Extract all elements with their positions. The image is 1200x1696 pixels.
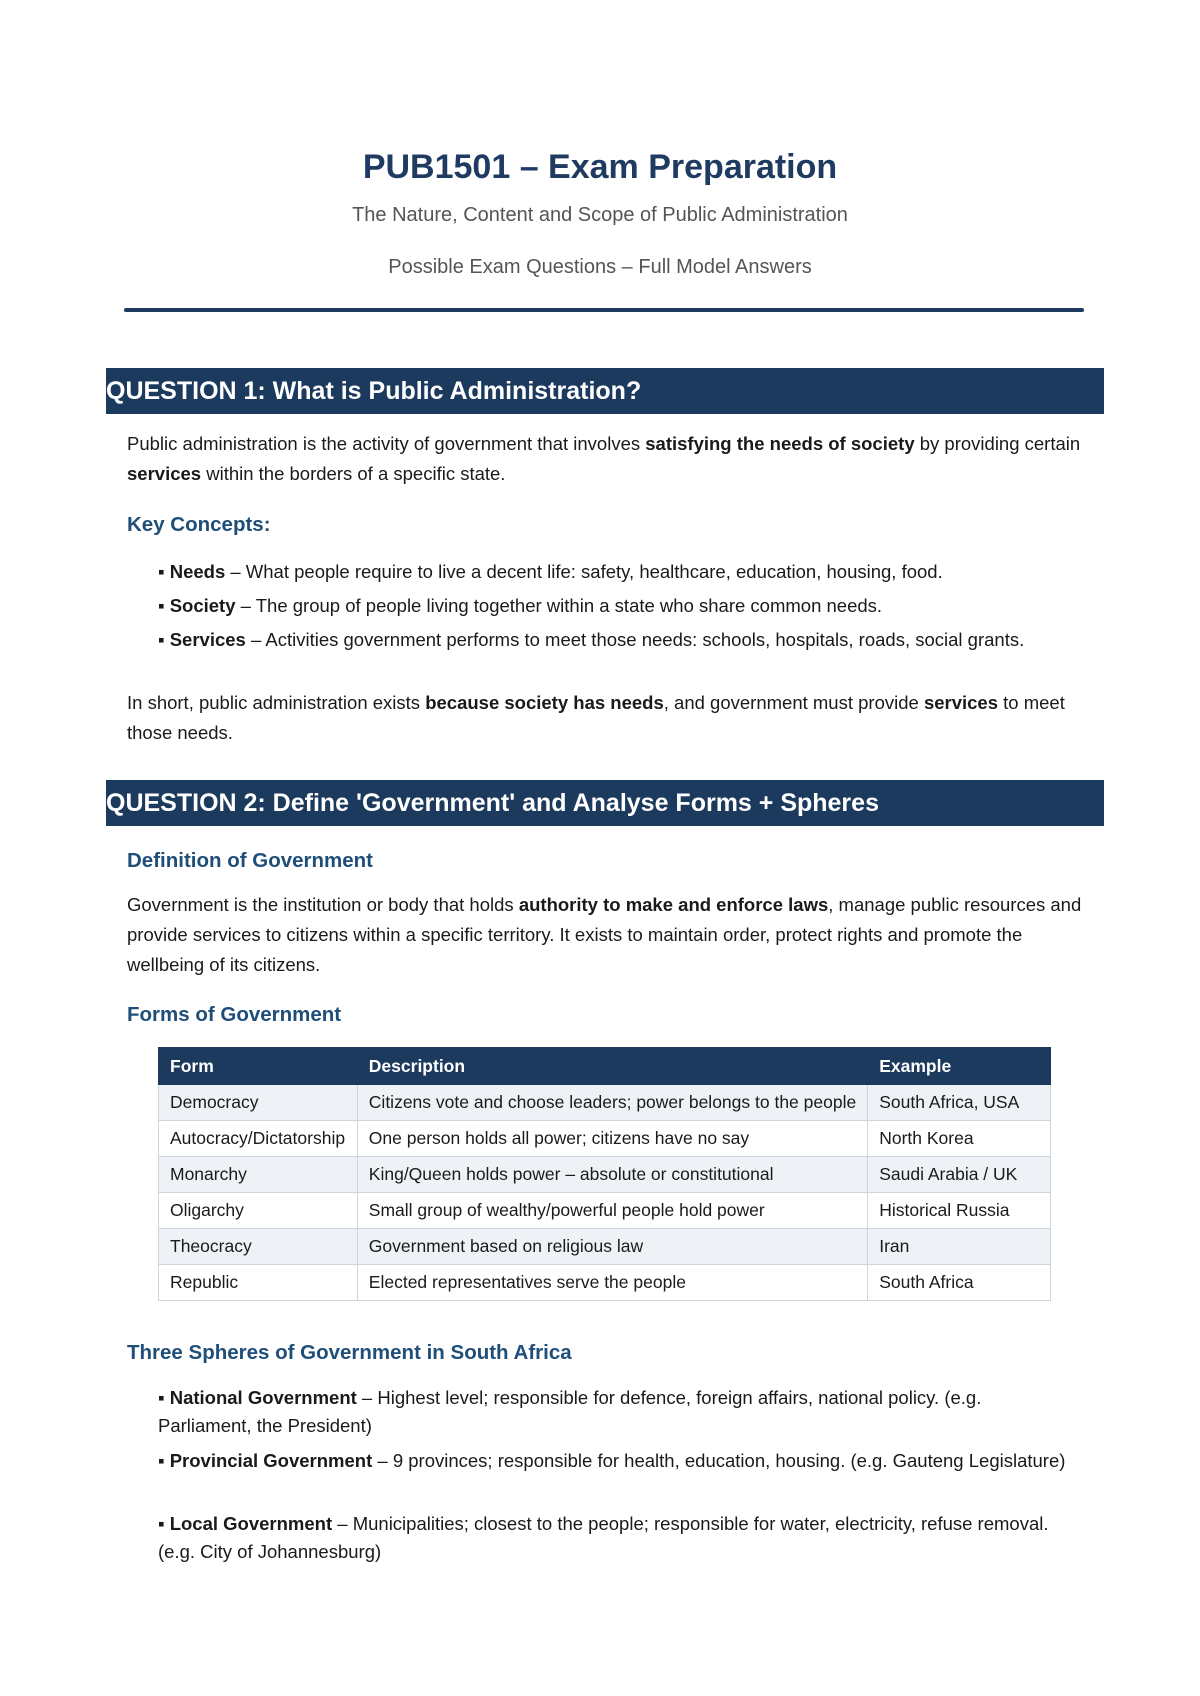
table-header-row — [159, 1048, 1051, 1085]
table-cell: North Korea — [868, 1121, 1051, 1157]
question-2-heading: QUESTION 2: Define 'Government' and Analyse Forms + Spheres — [106, 780, 1104, 826]
bold-run: services — [923, 692, 999, 713]
bullet-icon: ▪ — [158, 595, 165, 616]
text-run: by providing certain — [914, 433, 1081, 454]
forms-of-government-table — [158, 1047, 1051, 1301]
table-cell: Citizens vote and choose leaders; power belongs to the people — [357, 1085, 867, 1121]
bold-run: authority to make and enforce laws — [518, 894, 829, 915]
text-run: to meet those needs. — [127, 692, 1065, 743]
table-row — [159, 1265, 1051, 1301]
table-cell: King/Queen holds power – absolute or constitutional — [357, 1157, 867, 1193]
bullet-icon: ▪ — [158, 1387, 165, 1408]
table-cell: South Africa — [868, 1265, 1051, 1301]
table-cell: One person holds all power; citizens have no say — [357, 1121, 867, 1157]
sphere-item-national — [158, 1384, 1078, 1440]
q1-summary-paragraph — [127, 688, 1087, 748]
table-row — [159, 1085, 1051, 1121]
q1-intro-paragraph — [127, 429, 1087, 489]
document-subtitle: The Nature, Content and Scope of Public Administration — [352, 204, 848, 226]
bullet-icon: ▪ — [158, 561, 165, 582]
table-cell: Small group of wealthy/powerful people hold power — [357, 1193, 867, 1229]
table-cell: Autocracy/Dictatorship — [159, 1121, 358, 1157]
sphere-item-local — [158, 1510, 1078, 1566]
sphere-term: Provincial Government — [169, 1450, 373, 1471]
table-row — [159, 1193, 1051, 1229]
bullet-icon: ▪ — [158, 1450, 165, 1471]
column-header-form: Form — [159, 1048, 358, 1085]
concept-item-society — [158, 592, 1078, 620]
sphere-text: – Highest level; responsible for defence, foreign affairs, national policy. (e.g. Parliament, the President) — [158, 1387, 982, 1436]
concept-item-needs — [158, 558, 1078, 586]
sphere-text: – Municipalities; closest to the people; responsible for water, electricity, refuse removal. (e.g. City of Johannesburg) — [158, 1513, 1049, 1562]
table-row — [159, 1157, 1051, 1193]
concept-term: Services — [169, 629, 246, 650]
table-cell: Historical Russia — [868, 1193, 1051, 1229]
text-run: Government is the institution or body that holds — [127, 894, 519, 915]
column-header-description: Description — [357, 1048, 867, 1085]
concept-item-services — [158, 626, 1078, 654]
text-run: within the borders of a specific state. — [201, 463, 506, 484]
concept-text: – What people require to live a decent life: safety, healthcare, education, housing, food. — [225, 561, 943, 582]
text-run: In short, public administration exists — [127, 692, 426, 713]
sphere-term: Local Government — [169, 1513, 333, 1534]
table-cell: Iran — [868, 1229, 1051, 1265]
table-row — [159, 1121, 1051, 1157]
sphere-text: – 9 provinces; responsible for health, education, housing. (e.g. Gauteng Legislature) — [372, 1450, 1066, 1471]
column-header-example: Example — [868, 1048, 1051, 1085]
concept-term: Needs — [169, 561, 226, 582]
bold-run: because society has needs — [425, 692, 664, 713]
table-cell: Government based on religious law — [357, 1229, 867, 1265]
sphere-term: National Government — [169, 1387, 357, 1408]
bullet-icon: ▪ — [158, 629, 165, 650]
table-cell: Oligarchy — [159, 1193, 358, 1229]
question-1-heading: QUESTION 1: What is Public Administration? — [106, 368, 1104, 414]
table-row — [159, 1229, 1051, 1265]
bold-run: satisfying the needs of society — [645, 433, 915, 454]
key-concepts-heading: Key Concepts: — [127, 513, 271, 536]
document-title: PUB1501 – Exam Preparation — [362, 148, 838, 186]
spheres-heading: Three Spheres of Government in South Africa — [127, 1341, 572, 1364]
concept-term: Society — [169, 595, 236, 616]
bold-run: services — [127, 463, 202, 484]
text-run: Public administration is the activity of government that involves — [127, 433, 646, 454]
definition-heading: Definition of Government — [127, 849, 373, 872]
forms-heading: Forms of Government — [127, 1003, 342, 1026]
bullet-icon: ▪ — [158, 1513, 165, 1534]
table-cell: Saudi Arabia / UK — [868, 1157, 1051, 1193]
table-cell: Theocracy — [159, 1229, 358, 1265]
title-divider — [124, 308, 1084, 312]
text-run: , manage public resources and provide services to citizens within a specific territory. It exists to maintain order, protect rights and promote the wellbeing of its citizens. — [127, 894, 1082, 975]
text-run: , and government must provide — [663, 692, 924, 713]
table-cell: Republic — [159, 1265, 358, 1301]
table-cell: Elected representatives serve the people — [357, 1265, 867, 1301]
sphere-item-provincial — [158, 1447, 1078, 1475]
table-cell: South Africa, USA — [868, 1085, 1051, 1121]
table-cell: Democracy — [159, 1085, 358, 1121]
table-cell: Monarchy — [159, 1157, 358, 1193]
concept-text: – Activities government performs to meet those needs: schools, hospitals, roads, social grants. — [245, 629, 1025, 650]
government-definition-paragraph — [127, 890, 1087, 980]
document-subtitle-2: Possible Exam Questions – Full Model Answers — [388, 256, 812, 278]
concept-text: – The group of people living together within a state who share common needs. — [235, 595, 883, 616]
